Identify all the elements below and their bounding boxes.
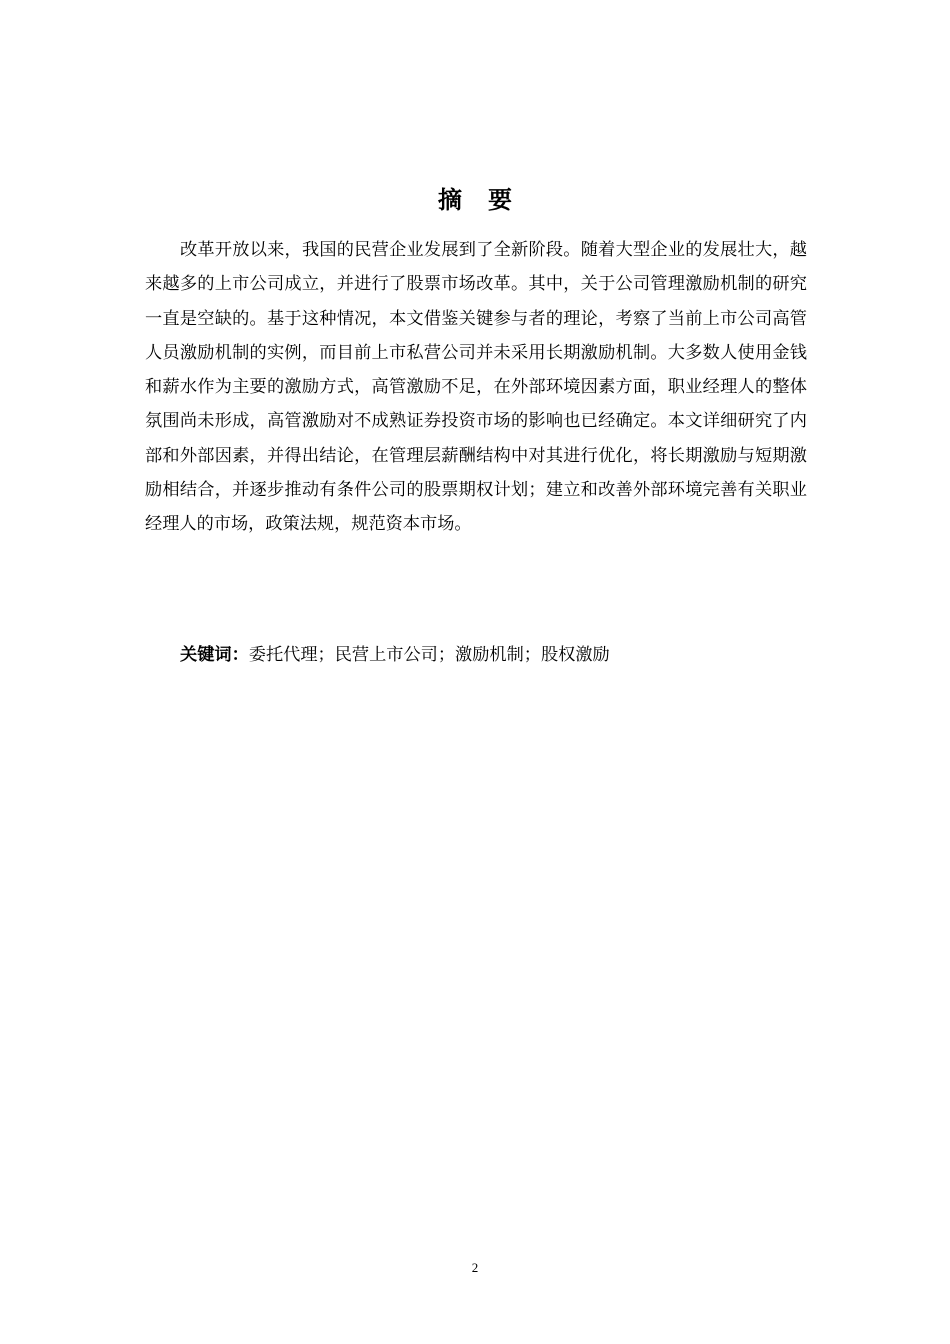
page-number: 2 (471, 1260, 479, 1275)
keywords-line (180, 638, 807, 672)
title-char-1: 摘 (438, 186, 462, 214)
abstract-title (0, 182, 950, 218)
abstract-body: 改革开放以来，我国的民营企业发展到了全新阶段。随着大型企业的发展壮大，越来越多的上市公司成立，并进行了股票市场改革。其中，关于公司管理激励机制的研究一直是空缺的。基于这种情况，本文借鉴关键参与者的理论，考察了当前上市公司高管人员激励机制的实例，而目前上市私营公司并未采用长期激励机制。大多数人使用金钱和薪水作为主要的激励方式，高管激励不足，在外部环境因素方面，职业经理人的整体氛围尚未形成，高管激励对不成熟证券投资市场的影响也已经确定。本文详细研究了内部和外部因素，并得出结论，在管理层薪酬结构中对其进行优化，将长期激励与短期激励相结合，并逐步推动有条件公司的股票期权计划；建立和改善外部环境完善有关职业经理人的市场，政策法规，规范资本市场。 (145, 240, 807, 535)
title-char-2: 要 (488, 186, 512, 214)
keywords-text: 委托代理；民营上市公司；激励机制；股权激励 (248, 645, 610, 665)
keywords-label: 关键词： (180, 645, 249, 665)
